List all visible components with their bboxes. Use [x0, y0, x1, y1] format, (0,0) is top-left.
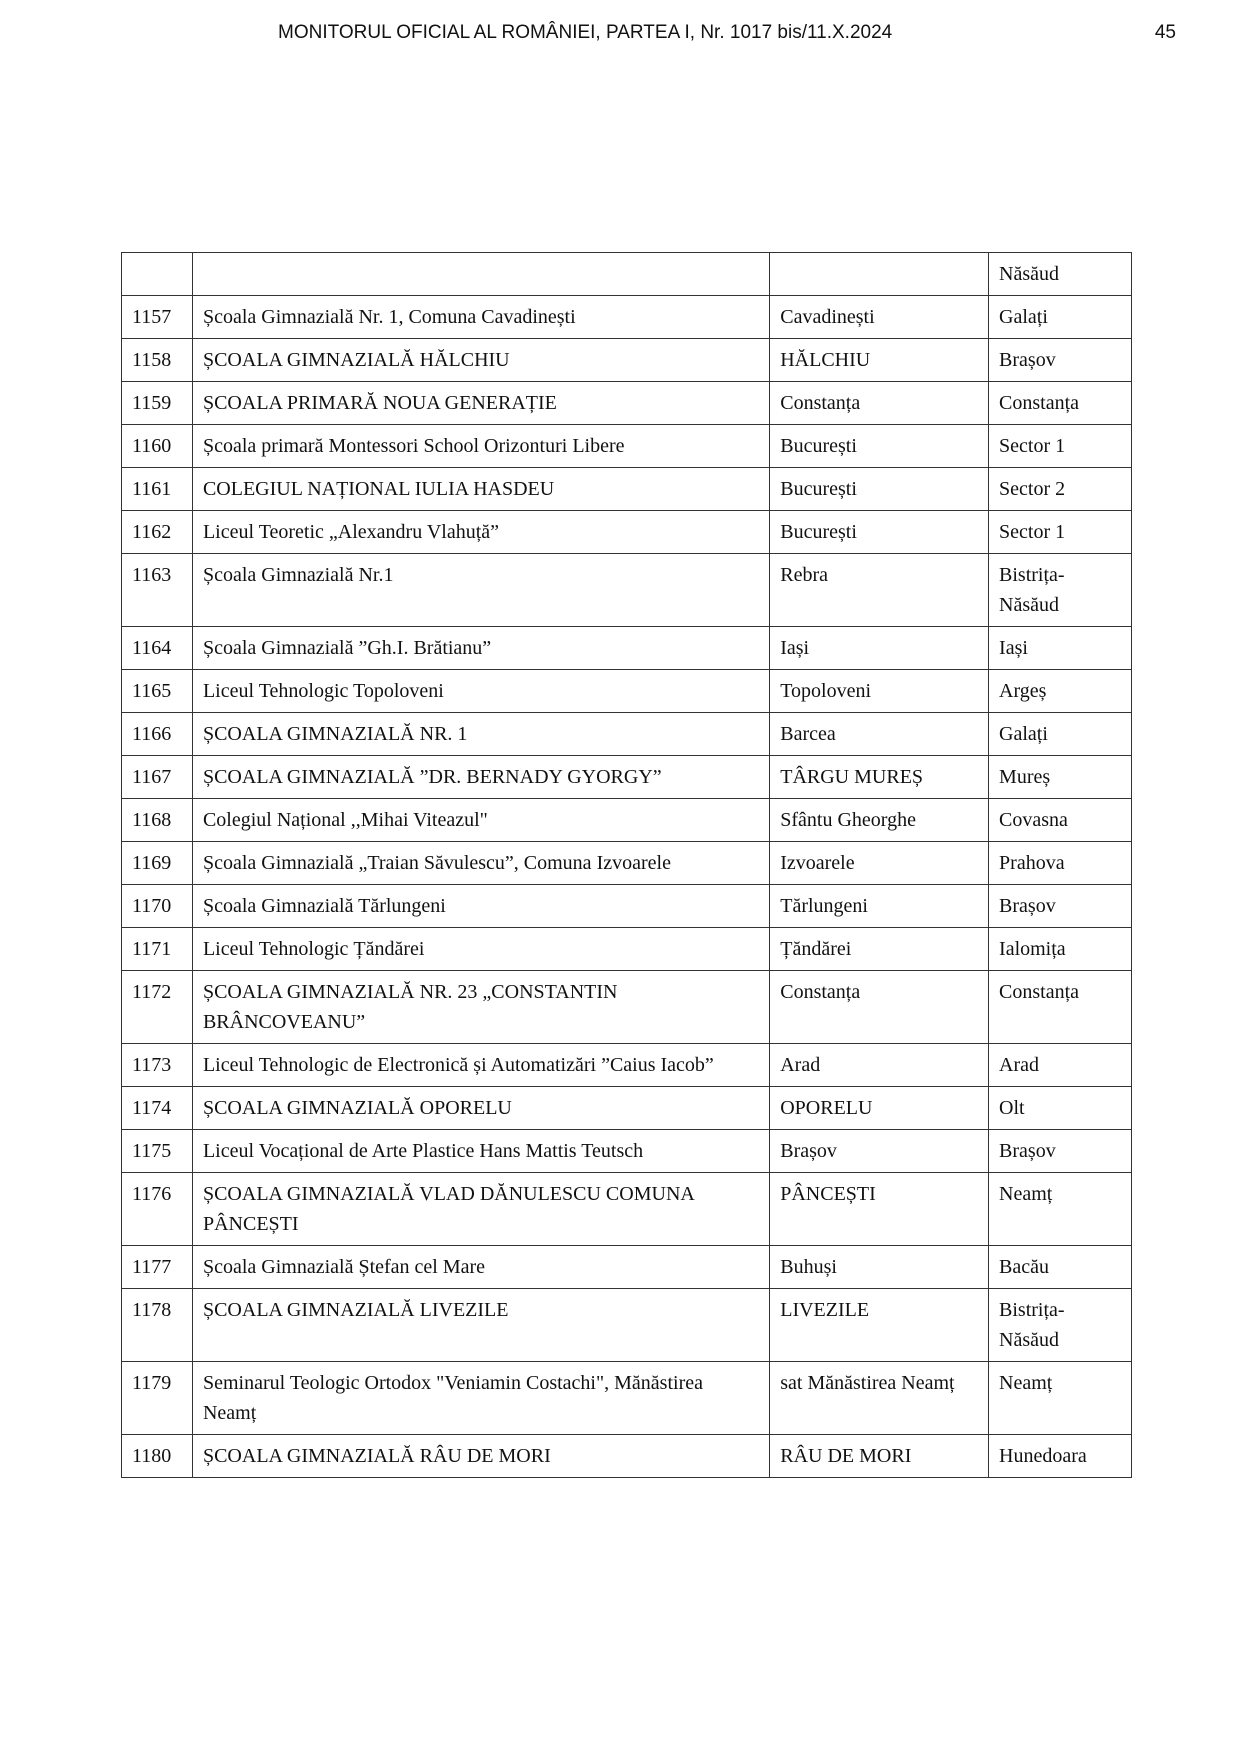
- school-name: [192, 253, 769, 296]
- page-header: [0, 22, 1240, 52]
- county: Covasna: [989, 799, 1132, 842]
- school-name: Școala Gimnazială Nr.1: [192, 554, 769, 627]
- row-number: 1161: [122, 468, 193, 511]
- school-name: Liceul Tehnologic de Electronică și Automatizări ”Caius Iacob”: [192, 1044, 769, 1087]
- school-name: ȘCOALA GIMNAZIALĂ HĂLCHIU: [192, 339, 769, 382]
- table-row: [122, 511, 1132, 554]
- school-name: Liceul Tehnologic Topoloveni: [192, 670, 769, 713]
- school-name: Liceul Vocațional de Arte Plastice Hans Mattis Teutsch: [192, 1130, 769, 1173]
- locality: Sfântu Gheorghe: [770, 799, 989, 842]
- table-row: [122, 382, 1132, 425]
- school-name: Seminarul Teologic Ortodox "Veniamin Costachi", Mănăstirea Neamț: [192, 1362, 769, 1435]
- row-number: 1178: [122, 1289, 193, 1362]
- locality: Barcea: [770, 713, 989, 756]
- county: Constanța: [989, 971, 1132, 1044]
- school-name: Școala Gimnazială „Traian Săvulescu”, Comuna Izvoarele: [192, 842, 769, 885]
- school-name: Școala Gimnazială Tărlungeni: [192, 885, 769, 928]
- county: Galați: [989, 713, 1132, 756]
- county: Bistrița-Năsăud: [989, 554, 1132, 627]
- locality: HĂLCHIU: [770, 339, 989, 382]
- county: Galați: [989, 296, 1132, 339]
- locality: Buhuși: [770, 1246, 989, 1289]
- school-name: ȘCOALA GIMNAZIALĂ VLAD DĂNULESCU COMUNA PÂNCEȘTI: [192, 1173, 769, 1246]
- row-number: 1170: [122, 885, 193, 928]
- county: Hunedoara: [989, 1435, 1132, 1478]
- county: Sector 2: [989, 468, 1132, 511]
- county: Bistrița-Năsăud: [989, 1289, 1132, 1362]
- table-row: [122, 842, 1132, 885]
- locality: Topoloveni: [770, 670, 989, 713]
- row-number: 1172: [122, 971, 193, 1044]
- table-row: [122, 554, 1132, 627]
- county: Arad: [989, 1044, 1132, 1087]
- locality: Constanța: [770, 971, 989, 1044]
- school-name: ȘCOALA GIMNAZIALĂ NR. 23 „CONSTANTIN BRÂNCOVEANU”: [192, 971, 769, 1044]
- school-name: COLEGIUL NAȚIONAL IULIA HASDEU: [192, 468, 769, 511]
- table-row: [122, 253, 1132, 296]
- school-name: Liceul Teoretic „Alexandru Vlahuță”: [192, 511, 769, 554]
- row-number: 1176: [122, 1173, 193, 1246]
- row-number: 1174: [122, 1087, 193, 1130]
- table-row: [122, 1173, 1132, 1246]
- county: Năsăud: [989, 253, 1132, 296]
- locality: LIVEZILE: [770, 1289, 989, 1362]
- locality: Brașov: [770, 1130, 989, 1173]
- row-number: 1180: [122, 1435, 193, 1478]
- school-name: ȘCOALA GIMNAZIALĂ ”DR. BERNADY GYORGY”: [192, 756, 769, 799]
- school-name: Școala Gimnazială Nr. 1, Comuna Cavadinești: [192, 296, 769, 339]
- locality: Izvoarele: [770, 842, 989, 885]
- school-name: Școala Gimnazială Ștefan cel Mare: [192, 1246, 769, 1289]
- row-number: 1159: [122, 382, 193, 425]
- school-name: Școala primară Montessori School Orizonturi Libere: [192, 425, 769, 468]
- schools-table: [121, 252, 1132, 1478]
- school-name: ȘCOALA GIMNAZIALĂ OPORELU: [192, 1087, 769, 1130]
- county: Brașov: [989, 339, 1132, 382]
- county: Sector 1: [989, 511, 1132, 554]
- county: Neamț: [989, 1362, 1132, 1435]
- county: Mureș: [989, 756, 1132, 799]
- header-title: MONITORUL OFICIAL AL ROMÂNIEI, PARTEA I, Nr. 1017 bis/11.X.2024: [278, 22, 893, 43]
- row-number: 1157: [122, 296, 193, 339]
- school-name: ȘCOALA GIMNAZIALĂ LIVEZILE: [192, 1289, 769, 1362]
- table-row: [122, 468, 1132, 511]
- table-row: [122, 928, 1132, 971]
- table-row: [122, 1362, 1132, 1435]
- county: Ialomița: [989, 928, 1132, 971]
- row-number: 1166: [122, 713, 193, 756]
- locality: București: [770, 425, 989, 468]
- table-row: [122, 670, 1132, 713]
- school-name: ȘCOALA GIMNAZIALĂ RÂU DE MORI: [192, 1435, 769, 1478]
- table-row: [122, 799, 1132, 842]
- locality: OPORELU: [770, 1087, 989, 1130]
- locality: Iași: [770, 627, 989, 670]
- locality: Rebra: [770, 554, 989, 627]
- county: Neamț: [989, 1173, 1132, 1246]
- county: Brașov: [989, 885, 1132, 928]
- school-name: ȘCOALA PRIMARĂ NOUA GENERAȚIE: [192, 382, 769, 425]
- county: Iași: [989, 627, 1132, 670]
- county: Bacău: [989, 1246, 1132, 1289]
- school-name: Școala Gimnazială ”Gh.I. Brătianu”: [192, 627, 769, 670]
- row-number: [122, 253, 193, 296]
- locality: TÂRGU MUREȘ: [770, 756, 989, 799]
- table-row: [122, 339, 1132, 382]
- county: Olt: [989, 1087, 1132, 1130]
- row-number: 1158: [122, 339, 193, 382]
- table-row: [122, 296, 1132, 339]
- table-row: [122, 1087, 1132, 1130]
- table-row: [122, 756, 1132, 799]
- locality: Tărlungeni: [770, 885, 989, 928]
- row-number: 1162: [122, 511, 193, 554]
- locality: Țăndărei: [770, 928, 989, 971]
- county: Constanța: [989, 382, 1132, 425]
- table-row: [122, 885, 1132, 928]
- table-row: [122, 1246, 1132, 1289]
- county: Sector 1: [989, 425, 1132, 468]
- row-number: 1168: [122, 799, 193, 842]
- county: Prahova: [989, 842, 1132, 885]
- locality: Arad: [770, 1044, 989, 1087]
- table-row: [122, 425, 1132, 468]
- row-number: 1177: [122, 1246, 193, 1289]
- table-row: [122, 971, 1132, 1044]
- school-name: ȘCOALA GIMNAZIALĂ NR. 1: [192, 713, 769, 756]
- county: Brașov: [989, 1130, 1132, 1173]
- row-number: 1165: [122, 670, 193, 713]
- row-number: 1169: [122, 842, 193, 885]
- table-row: [122, 1289, 1132, 1362]
- locality: sat Mănăstirea Neamț: [770, 1362, 989, 1435]
- page-number: 45: [1154, 22, 1176, 43]
- table-row: [122, 1435, 1132, 1478]
- table-row: [122, 1130, 1132, 1173]
- locality: PÂNCEȘTI: [770, 1173, 989, 1246]
- row-number: 1160: [122, 425, 193, 468]
- county: Argeș: [989, 670, 1132, 713]
- locality: RÂU DE MORI: [770, 1435, 989, 1478]
- row-number: 1171: [122, 928, 193, 971]
- schools-table-body: [122, 253, 1132, 1478]
- table-row: [122, 627, 1132, 670]
- row-number: 1167: [122, 756, 193, 799]
- table-row: [122, 713, 1132, 756]
- table-row: [122, 1044, 1132, 1087]
- locality: Constanța: [770, 382, 989, 425]
- locality: București: [770, 511, 989, 554]
- row-number: 1175: [122, 1130, 193, 1173]
- row-number: 1164: [122, 627, 193, 670]
- row-number: 1163: [122, 554, 193, 627]
- locality: Cavadinești: [770, 296, 989, 339]
- school-name: Liceul Tehnologic Țăndărei: [192, 928, 769, 971]
- locality: București: [770, 468, 989, 511]
- school-name: Colegiul Național ,,Mihai Viteazul": [192, 799, 769, 842]
- locality: [770, 253, 989, 296]
- row-number: 1179: [122, 1362, 193, 1435]
- row-number: 1173: [122, 1044, 193, 1087]
